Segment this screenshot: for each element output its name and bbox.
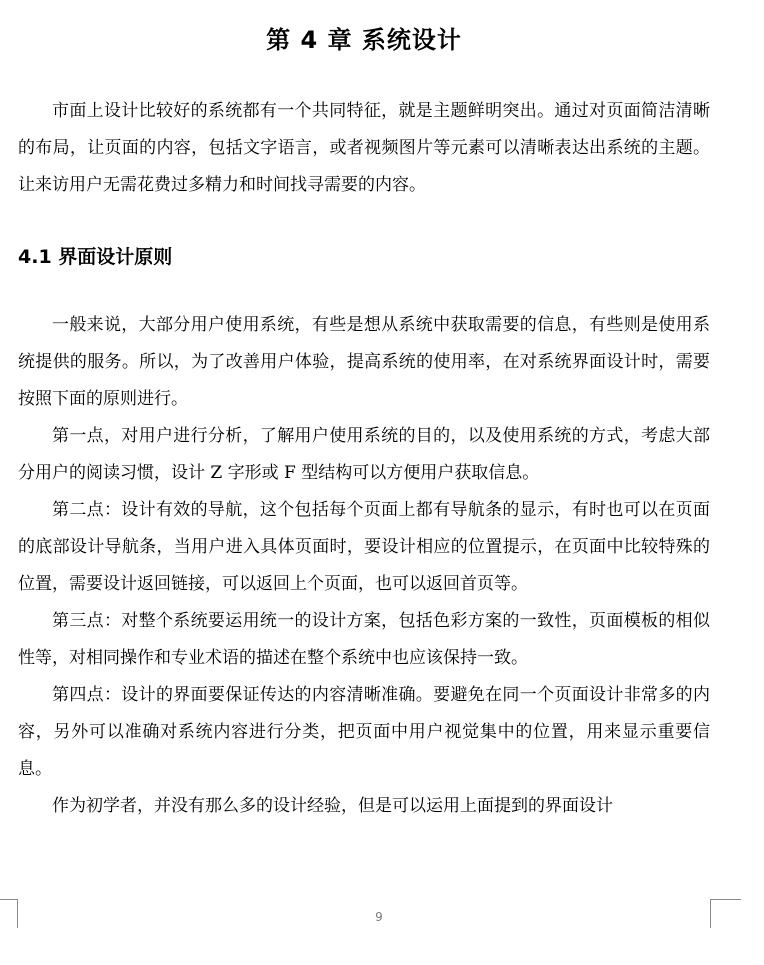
paragraph-conclusion: 作为初学者，并没有那么多的设计经验，但是可以运用上面提到的界面设计 bbox=[52, 796, 613, 816]
intro-paragraph: 市面上设计比较好的系统都有一个共同特征，就是主题鲜明突出。通过对页面简洁清晰的布局，让页面的内容，包括文字语言，或者视频图片等元素可以清晰表达出系统的主题。让来访用户无需花费过多精力和时间找寻需要的内容。 bbox=[18, 101, 710, 195]
intro-text-block bbox=[18, 93, 710, 204]
paragraph-point-one: 第一点，对用户进行分析，了解用户使用系统的目的，以及使用系统的方式，考虑大部分用户的阅读习惯，设计 Z 字形或 F 型结构可以方便用户获取信息。 bbox=[18, 426, 710, 483]
paragraph-overview: 一般来说，大部分用户使用系统，有些是想从系统中获取需要的信息，有些则是使用系统提供的服务。所以，为了改善用户体验，提高系统的使用率，在对系统界面设计时，需要按照下面的原则进行。 bbox=[18, 315, 710, 409]
paragraph-point-four: 第四点：设计的界面要保证传达的内容清晰准确。要避免在同一个页面设计非常多的内容，另外可以准确对系统内容进行分类，把页面中用户视觉集中的位置，用来显示重要信息。 bbox=[18, 685, 710, 779]
section-heading: 4.1 界面设计原则 bbox=[18, 246, 173, 268]
section-text-block bbox=[18, 307, 710, 825]
paragraph-point-three: 第三点：对整个系统要运用统一的设计方案，包括色彩方案的一致性，页面模板的相似性等，对相同操作和专业术语的描述在整个系统中也应该保持一致。 bbox=[18, 611, 710, 668]
paragraph-point-two: 第二点：设计有效的导航，这个包括每个页面上都有导航条的显示，有时也可以在页面的底部设计导航条，当用户进入具体页面时，要设计相应的位置提示，在页面中比较特殊的位置，需要设计返回链接，可以返回上个页面，也可以返回首页等。 bbox=[18, 500, 710, 594]
chapter-title: 第 4 章 系统设计 bbox=[266, 26, 462, 54]
page-number: 9 bbox=[375, 910, 383, 924]
